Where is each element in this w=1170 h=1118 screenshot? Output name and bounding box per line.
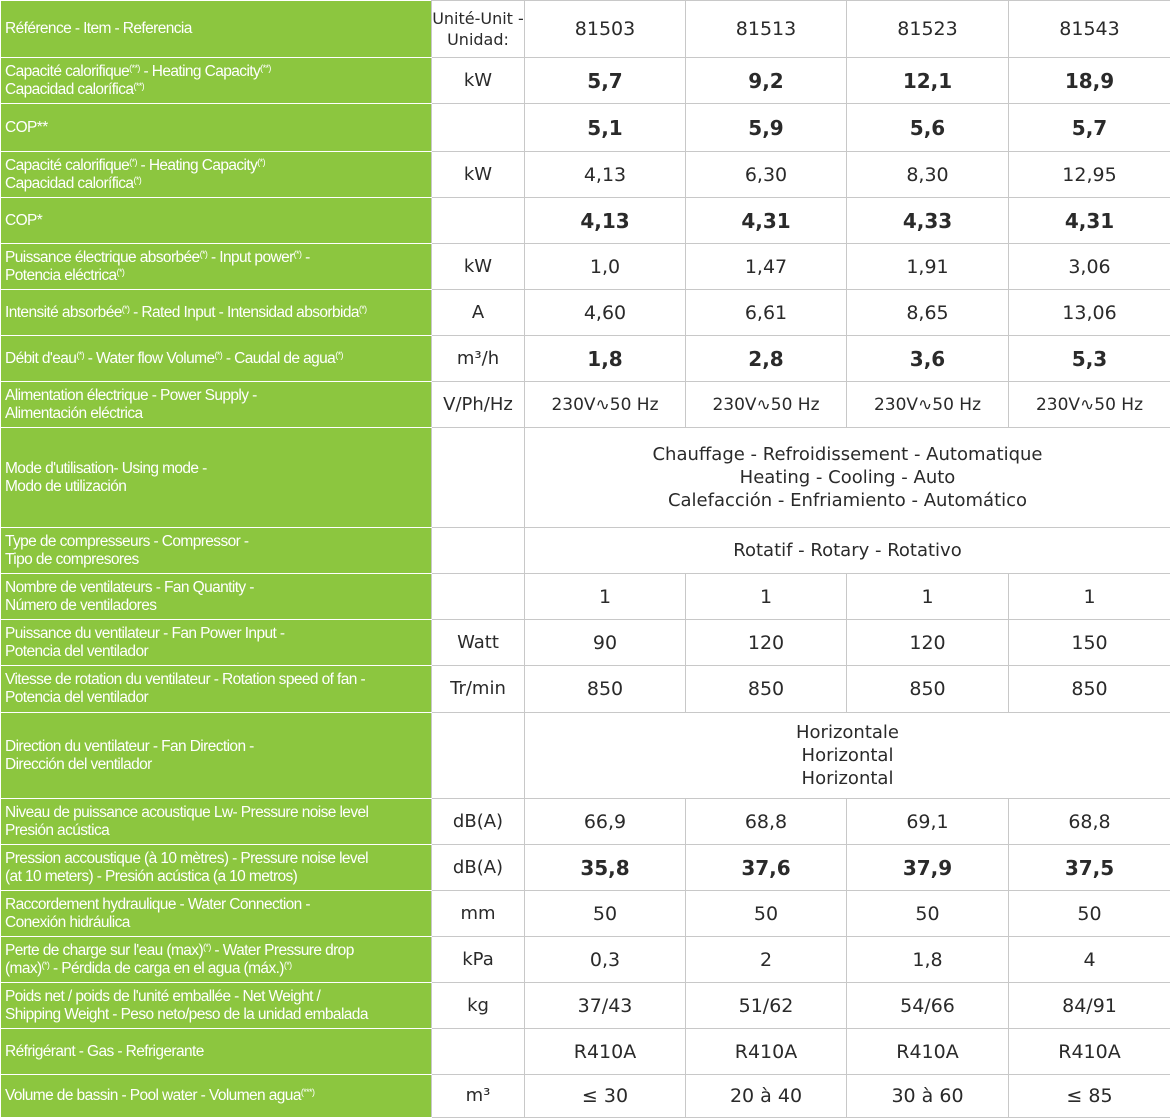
row-unit: Tr/min	[432, 666, 525, 713]
row-label-line: Potencia eléctrica(*)	[5, 267, 427, 285]
row-value: 37,9	[847, 845, 1009, 891]
table-row	[1, 382, 1170, 428]
table-row	[1, 428, 1170, 528]
row-unit: m³	[432, 1075, 525, 1118]
header-label: Référence - Item - Referencia	[1, 1, 432, 58]
table-row	[1, 1075, 1170, 1118]
row-value: 4,60	[525, 290, 686, 336]
row-value: 4,13	[525, 152, 686, 198]
row-unit	[432, 198, 525, 244]
row-value: 18,9	[1009, 58, 1170, 104]
merged-value-line: Heating - Cooling - Auto	[525, 466, 1170, 489]
row-value: 850	[686, 666, 847, 713]
table-row	[1, 845, 1170, 891]
row-unit: dB(A)	[432, 845, 525, 891]
row-value: 850	[525, 666, 686, 713]
row-value: 68,8	[686, 799, 847, 845]
header-row	[1, 1, 1170, 58]
row-value: 20 à 40	[686, 1075, 847, 1118]
row-value: 230V∿50 Hz	[847, 382, 1009, 428]
row-label	[1, 58, 432, 104]
row-value: 54/66	[847, 983, 1009, 1029]
row-value: ≤ 30	[525, 1075, 686, 1118]
row-value: 68,8	[1009, 799, 1170, 845]
row-value: 1,47	[686, 244, 847, 290]
row-value: 84/91	[1009, 983, 1170, 1029]
unit-header: Unité-Unit - Unidad:	[432, 1, 525, 58]
row-value: 120	[686, 620, 847, 666]
row-value: 1	[525, 574, 686, 620]
row-value: R410A	[686, 1029, 847, 1075]
row-label-line: Perte de charge sur l'eau (max)(*) - Water Pressure drop	[5, 942, 427, 960]
row-label	[1, 382, 432, 428]
row-label-line: Intensité absorbée(*) - Rated Input - Intensidad absorbida(*)	[5, 304, 427, 322]
merged-value-line: Rotatif - Rotary - Rotativo	[525, 539, 1170, 562]
row-label-line: COP**	[5, 119, 427, 137]
row-label-line: Alimentation électrique - Power Supply -	[5, 387, 427, 405]
model-header: 81523	[847, 1, 1009, 58]
row-value: 50	[686, 891, 847, 937]
row-value: 4,31	[1009, 198, 1170, 244]
row-unit	[432, 104, 525, 152]
row-unit: kW	[432, 152, 525, 198]
row-value: R410A	[847, 1029, 1009, 1075]
row-unit: kPa	[432, 937, 525, 983]
row-value: 120	[847, 620, 1009, 666]
row-label	[1, 845, 432, 891]
row-value: 5,9	[686, 104, 847, 152]
row-value: 2,8	[686, 336, 847, 382]
table-row	[1, 1029, 1170, 1075]
row-label	[1, 336, 432, 382]
row-label-line: Niveau de puissance acoustique Lw- Pressure noise level	[5, 804, 427, 822]
row-value: 51/62	[686, 983, 847, 1029]
row-unit	[432, 1029, 525, 1075]
row-label-line: Vitesse de rotation du ventilateur - Rotation speed of fan -	[5, 671, 427, 689]
row-value: 1	[847, 574, 1009, 620]
row-unit: kW	[432, 58, 525, 104]
merged-value-line: Horizontal	[525, 744, 1170, 767]
row-label	[1, 620, 432, 666]
row-label-line: Raccordement hydraulique - Water Connection -	[5, 896, 427, 914]
table-row	[1, 983, 1170, 1029]
table-row	[1, 244, 1170, 290]
row-label-line: COP*	[5, 212, 427, 230]
table-row	[1, 528, 1170, 574]
row-value: 35,8	[525, 845, 686, 891]
row-value: 37,6	[686, 845, 847, 891]
row-label-line: Shipping Weight - Peso neto/peso de la unidad embalada	[5, 1006, 427, 1024]
row-unit	[432, 428, 525, 528]
table-row	[1, 574, 1170, 620]
row-label-line: Capacidad calorífica(*)	[5, 175, 427, 193]
table-row	[1, 290, 1170, 336]
row-label-line: (max)(*) - Pérdida de carga en el agua (máx.)(*)	[5, 960, 427, 978]
row-value: 12,95	[1009, 152, 1170, 198]
row-value: 6,30	[686, 152, 847, 198]
row-value: 50	[847, 891, 1009, 937]
row-value: 90	[525, 620, 686, 666]
row-value: 5,7	[1009, 104, 1170, 152]
row-label-line: Potencia del ventilador	[5, 643, 427, 661]
table-row	[1, 666, 1170, 713]
row-label-line: Capacité calorifique(*) - Heating Capacity(*)	[5, 157, 427, 175]
row-unit: A	[432, 290, 525, 336]
row-value: 66,9	[525, 799, 686, 845]
table-row	[1, 58, 1170, 104]
model-header: 81503	[525, 1, 686, 58]
row-value: 5,3	[1009, 336, 1170, 382]
row-label	[1, 937, 432, 983]
row-value: 230V∿50 Hz	[1009, 382, 1170, 428]
row-unit: mm	[432, 891, 525, 937]
row-value: 4,13	[525, 198, 686, 244]
row-value: 9,2	[686, 58, 847, 104]
row-label-line: Capacité calorifique(**) - Heating Capacity(**)	[5, 63, 427, 81]
merged-value-line: Calefacción - Enfriamiento - Automático	[525, 489, 1170, 512]
row-label-line: Poids net / poids de l'unité emballée - Net Weight /	[5, 988, 427, 1006]
row-value: 1	[1009, 574, 1170, 620]
table-row	[1, 937, 1170, 983]
row-value: 12,1	[847, 58, 1009, 104]
row-value: 4,33	[847, 198, 1009, 244]
row-label	[1, 104, 432, 152]
table-row	[1, 713, 1170, 799]
row-label-line: Mode d'utilisation- Using mode -	[5, 460, 427, 478]
row-value: 230V∿50 Hz	[686, 382, 847, 428]
model-header: 81513	[686, 1, 847, 58]
row-label	[1, 244, 432, 290]
merged-value-line: Horizontal	[525, 767, 1170, 790]
table-row	[1, 799, 1170, 845]
row-label-line: Nombre de ventilateurs - Fan Quantity -	[5, 579, 427, 597]
row-value: 30 à 60	[847, 1075, 1009, 1118]
row-value: 37,5	[1009, 845, 1170, 891]
row-label-line: Modo de utilización	[5, 478, 427, 496]
row-label-line: Pression accoustique (à 10 mètres) - Pressure noise level	[5, 850, 427, 868]
row-label	[1, 574, 432, 620]
row-label-line: Puissance électrique absorbée(*) - Input power(*) -	[5, 249, 427, 267]
row-unit	[432, 713, 525, 799]
row-value: 5,6	[847, 104, 1009, 152]
row-value: 8,65	[847, 290, 1009, 336]
row-value: 1,0	[525, 244, 686, 290]
row-value: 8,30	[847, 152, 1009, 198]
row-unit: kW	[432, 244, 525, 290]
row-label-line: Type de compresseurs - Compressor -	[5, 533, 427, 551]
merged-value-line: Chauffage - Refroidissement - Automatique	[525, 443, 1170, 466]
row-label	[1, 1075, 432, 1118]
row-value: 5,7	[525, 58, 686, 104]
table-row	[1, 104, 1170, 152]
row-unit	[432, 528, 525, 574]
row-value: R410A	[525, 1029, 686, 1075]
row-value: 2	[686, 937, 847, 983]
row-label	[1, 799, 432, 845]
row-value: 1,8	[525, 336, 686, 382]
row-value: 69,1	[847, 799, 1009, 845]
row-merged-value	[525, 428, 1170, 528]
row-value: 37/43	[525, 983, 686, 1029]
row-merged-value	[525, 713, 1170, 799]
row-value: 3,6	[847, 336, 1009, 382]
row-unit: kg	[432, 983, 525, 1029]
row-value: 4,31	[686, 198, 847, 244]
row-value: 0,3	[525, 937, 686, 983]
row-value: 13,06	[1009, 290, 1170, 336]
row-label-line: Réfrigérant - Gas - Refrigerante	[5, 1043, 427, 1061]
table-row	[1, 336, 1170, 382]
row-unit: Watt	[432, 620, 525, 666]
table-row	[1, 891, 1170, 937]
row-label	[1, 198, 432, 244]
row-label-line: Tipo de compresores	[5, 551, 427, 569]
row-label-line: Potencia del ventilador	[5, 689, 427, 707]
row-label-line: Conexión hidráulica	[5, 914, 427, 932]
row-label-line: Puissance du ventilateur - Fan Power Input -	[5, 625, 427, 643]
row-unit: dB(A)	[432, 799, 525, 845]
row-value: 850	[847, 666, 1009, 713]
row-label	[1, 1029, 432, 1075]
row-label-line: Alimentación eléctrica	[5, 405, 427, 423]
table-row	[1, 620, 1170, 666]
merged-value-line: Horizontale	[525, 721, 1170, 744]
row-value: 4	[1009, 937, 1170, 983]
row-label-line: Dirección del ventilador	[5, 756, 427, 774]
row-value: 50	[1009, 891, 1170, 937]
row-label	[1, 666, 432, 713]
row-label-line: Direction du ventilateur - Fan Direction -	[5, 738, 427, 756]
row-unit: V/Ph/Hz	[432, 382, 525, 428]
row-value: 1	[686, 574, 847, 620]
row-label-line: (at 10 meters) - Presión acústica (a 10 metros)	[5, 868, 427, 886]
row-label	[1, 290, 432, 336]
row-label	[1, 713, 432, 799]
row-label	[1, 152, 432, 198]
row-label	[1, 891, 432, 937]
row-label	[1, 528, 432, 574]
row-value: 50	[525, 891, 686, 937]
row-label	[1, 428, 432, 528]
table-row	[1, 152, 1170, 198]
row-merged-value	[525, 528, 1170, 574]
row-unit	[432, 574, 525, 620]
row-value: 1,8	[847, 937, 1009, 983]
model-header: 81543	[1009, 1, 1170, 58]
row-label-line: Débit d'eau(*) - Water flow Volume(*) - Caudal de agua(*)	[5, 350, 427, 368]
row-value: 6,61	[686, 290, 847, 336]
row-value: 3,06	[1009, 244, 1170, 290]
row-label	[1, 983, 432, 1029]
row-value: 1,91	[847, 244, 1009, 290]
table-row	[1, 198, 1170, 244]
row-value: ≤ 85	[1009, 1075, 1170, 1118]
row-label-line: Capacidad calorífica(**)	[5, 81, 427, 99]
row-unit: m³/h	[432, 336, 525, 382]
row-label-line: Volume de bassin - Pool water - Volumen agua(***)	[5, 1087, 427, 1105]
row-value: R410A	[1009, 1029, 1170, 1075]
row-value: 150	[1009, 620, 1170, 666]
row-value: 850	[1009, 666, 1170, 713]
row-value: 5,1	[525, 104, 686, 152]
row-label-line: Número de ventiladores	[5, 597, 427, 615]
row-value: 230V∿50 Hz	[525, 382, 686, 428]
row-label-line: Presión acústica	[5, 822, 427, 840]
